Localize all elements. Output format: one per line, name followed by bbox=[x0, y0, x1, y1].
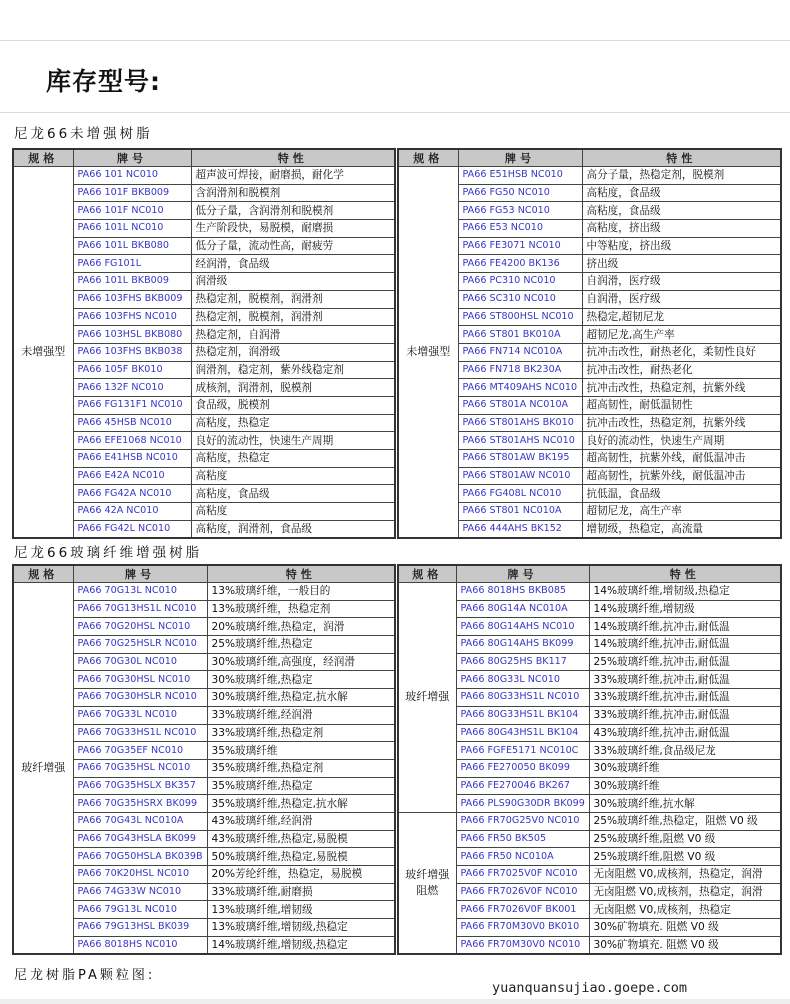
grade-code[interactable]: PA66 70G30HSL NC010 bbox=[73, 671, 207, 689]
glass-fiber-table-left bbox=[12, 564, 396, 955]
grade-feature: 自润滑，医疗级 bbox=[582, 290, 781, 308]
table-row bbox=[398, 653, 781, 671]
header-spec: 规格 bbox=[13, 149, 73, 167]
table-row bbox=[398, 919, 781, 937]
title-divider bbox=[0, 112, 790, 113]
table-header-row bbox=[13, 565, 395, 583]
grade-code[interactable]: PA66 101L BKB009 bbox=[73, 273, 191, 291]
grade-feature: 13%玻璃纤维，一般目的 bbox=[207, 583, 395, 601]
grade-feature: 13%玻璃纤维,增韧级,热稳定 bbox=[207, 919, 395, 937]
grade-feature: 33%玻璃纤维,耐磨损 bbox=[207, 883, 395, 901]
grade-feature: 挤出级 bbox=[582, 255, 781, 273]
glass-fiber-table-right bbox=[397, 564, 782, 955]
grade-feature: 无卤阻燃 V0,成核剂，热稳定，润滑 bbox=[589, 866, 781, 884]
grade-feature: 热稳定,超韧尼龙 bbox=[582, 308, 781, 326]
grade-code[interactable]: PA66 70G25HSLR NC010 bbox=[73, 636, 207, 654]
footer-caption: 尼龙树脂PA颗粒图: bbox=[14, 968, 156, 983]
grade-feature: 高粘度 bbox=[191, 467, 395, 485]
grade-feature: 高粘度，食品级 bbox=[582, 202, 781, 220]
grade-code[interactable]: PA66 ST801A NC010A bbox=[458, 396, 582, 414]
grade-feature: 25%玻璃纤维,阻燃 V0 级 bbox=[589, 830, 781, 848]
header-feature: 特性 bbox=[191, 149, 395, 167]
table-row bbox=[398, 671, 781, 689]
grade-feature: 无卤阻燃 V0,成核剂，热稳定，润滑 bbox=[589, 883, 781, 901]
grade-feature: 50%玻璃纤维,热稳定,易脱模 bbox=[207, 848, 395, 866]
grade-code[interactable]: PA66 80G14AHS BK099 bbox=[456, 636, 589, 654]
grade-feature: 25%玻璃纤维,抗冲击,耐低温 bbox=[589, 653, 781, 671]
table-row bbox=[398, 883, 781, 901]
grade-code[interactable]: PA66 70G13L NC010 bbox=[73, 583, 207, 601]
grade-code[interactable]: PA66 FR70M30V0 BK010 bbox=[456, 919, 589, 937]
grade-feature: 超声波可焊接，耐磨损，耐化学 bbox=[191, 167, 395, 185]
grade-feature: 良好的流动性，快速生产周期 bbox=[191, 432, 395, 450]
header-spec: 规格 bbox=[398, 149, 458, 167]
grade-feature: 30%玻璃纤维 bbox=[589, 777, 781, 795]
grade-code[interactable]: PA66 103FHS BKB038 bbox=[73, 343, 191, 361]
grade-feature: 高粘度 bbox=[191, 503, 395, 521]
grade-feature: 成核剂，润滑剂，脱模剂 bbox=[191, 379, 395, 397]
grade-feature: 增韧级，热稳定，高流量 bbox=[582, 520, 781, 538]
grade-feature: 20%玻璃纤维,热稳定，润滑 bbox=[207, 618, 395, 636]
header-spec: 规格 bbox=[13, 565, 73, 583]
grade-code[interactable]: PA66 ST801AW NC010 bbox=[458, 467, 582, 485]
grade-feature: 生产阶段快，易脱模，耐磨损 bbox=[191, 220, 395, 238]
grade-code[interactable]: PA66 132F NC010 bbox=[73, 379, 191, 397]
grade-code[interactable]: PA66 ST801AHS NC010 bbox=[458, 432, 582, 450]
grade-code[interactable]: PA66 FR7026V0F BK001 bbox=[456, 901, 589, 919]
grade-code[interactable]: PA66 70G35HSRX BK099 bbox=[73, 795, 207, 813]
table-row bbox=[398, 600, 781, 618]
grade-feature: 高粘度，食品级 bbox=[191, 485, 395, 503]
grade-code[interactable]: PA66 79G13HSL BK039 bbox=[73, 919, 207, 937]
grade-feature: 热稳定剂，润滑级 bbox=[191, 343, 395, 361]
grade-code[interactable]: PA66 101L BKB080 bbox=[73, 237, 191, 255]
table-row bbox=[398, 636, 781, 654]
grade-feature: 含润滑剂和脱模剂 bbox=[191, 184, 395, 202]
grade-code[interactable]: PA66 FG101L bbox=[73, 255, 191, 273]
grade-code[interactable]: PA66 ST800HSL NC010 bbox=[458, 308, 582, 326]
grade-feature: 超韧尼龙,高生产率 bbox=[582, 326, 781, 344]
grade-code[interactable]: PA66 70G35EF NC010 bbox=[73, 742, 207, 760]
grade-feature: 抗低温，食品级 bbox=[582, 485, 781, 503]
grade-code[interactable]: PA66 444AHS BK152 bbox=[458, 520, 582, 538]
grade-code[interactable]: PA66 FG408L NC010 bbox=[458, 485, 582, 503]
grade-feature: 热稳定剂，脱模剂，润滑剂 bbox=[191, 308, 395, 326]
unreinforced-table-left bbox=[12, 148, 396, 539]
table-row bbox=[398, 742, 781, 760]
table-row bbox=[398, 901, 781, 919]
table-header-row bbox=[398, 149, 781, 167]
grade-code[interactable]: PA66 101F NC010 bbox=[73, 202, 191, 220]
grade-code[interactable]: PA66 E53 NC010 bbox=[458, 220, 582, 238]
grade-code[interactable]: PA66 E42A NC010 bbox=[73, 467, 191, 485]
grade-code[interactable]: PA66 79G13L NC010 bbox=[73, 901, 207, 919]
grade-feature: 抗冲击改性，热稳定剂，抗紫外线 bbox=[582, 414, 781, 432]
grade-code[interactable]: PA66 FG50 NC010 bbox=[458, 184, 582, 202]
grade-feature: 低分子量，含润滑剂和脱模剂 bbox=[191, 202, 395, 220]
table-row bbox=[398, 777, 781, 795]
grade-code[interactable]: PA66 PC310 NC010 bbox=[458, 273, 582, 291]
grade-feature: 30%玻璃纤维,热稳定 bbox=[207, 671, 395, 689]
section-title-unreinforced: 尼龙66未增强树脂 bbox=[14, 126, 153, 142]
table-row bbox=[13, 167, 395, 185]
grade-code[interactable]: PA66 45HSB NC010 bbox=[73, 414, 191, 432]
table-row bbox=[13, 583, 395, 601]
grade-feature: 33%玻璃纤维,食品级尼龙 bbox=[589, 742, 781, 760]
header-spec: 规格 bbox=[398, 565, 456, 583]
grade-feature: 13%玻璃纤维，热稳定剂 bbox=[207, 600, 395, 618]
grade-code[interactable]: PA66 70G50HSLA BK039B bbox=[73, 848, 207, 866]
spec-cell: 玻纤增强 bbox=[398, 583, 456, 813]
grade-feature: 高粘度，食品级 bbox=[582, 184, 781, 202]
grade-feature: 25%玻璃纤维,热稳定 bbox=[207, 636, 395, 654]
grade-feature: 43%玻璃纤维,经润滑 bbox=[207, 812, 395, 830]
grade-feature: 30%矿物填充. 阻燃 V0 级 bbox=[589, 936, 781, 954]
grade-code[interactable]: PA66 FG53 NC010 bbox=[458, 202, 582, 220]
grade-code[interactable]: PA66 80G14A NC010A bbox=[456, 600, 589, 618]
header-code: 牌号 bbox=[73, 149, 191, 167]
grade-feature: 35%玻璃纤维,热稳定剂 bbox=[207, 759, 395, 777]
header-code: 牌号 bbox=[456, 565, 589, 583]
header-feature: 特性 bbox=[207, 565, 395, 583]
watermark-url: yuanquansujiao.goepe.com bbox=[492, 980, 688, 996]
grade-feature: 30%玻璃纤维 bbox=[589, 759, 781, 777]
grade-feature: 高粘度，热稳定 bbox=[191, 450, 395, 468]
table-row bbox=[398, 706, 781, 724]
grade-feature: 43%玻璃纤维,抗冲击,耐低温 bbox=[589, 724, 781, 742]
grade-code[interactable]: PA66 FE270050 BK099 bbox=[456, 759, 589, 777]
grade-code[interactable]: PA66 FR50 NC010A bbox=[456, 848, 589, 866]
grade-feature: 35%玻璃纤维 bbox=[207, 742, 395, 760]
spec-cell: 玻纤增强 bbox=[13, 583, 73, 955]
grade-code[interactable]: PA66 FN714 NC010A bbox=[458, 343, 582, 361]
header-feature: 特性 bbox=[589, 565, 781, 583]
grade-code[interactable]: PA66 EFE1068 NC010 bbox=[73, 432, 191, 450]
grade-code[interactable]: PA66 8018HS NC010 bbox=[73, 936, 207, 954]
grade-feature: 25%玻璃纤维,热稳定，阻燃 V0 级 bbox=[589, 812, 781, 830]
grade-feature: 抗冲击改性，热稳定剂，抗紫外线 bbox=[582, 379, 781, 397]
spec-cell bbox=[398, 812, 456, 954]
grade-feature: 33%玻璃纤维,抗冲击,耐低温 bbox=[589, 689, 781, 707]
grade-feature: 自润滑，医疗级 bbox=[582, 273, 781, 291]
grade-feature: 33%玻璃纤维,抗冲击,耐低温 bbox=[589, 706, 781, 724]
grade-feature: 14%玻璃纤维,增韧级 bbox=[589, 600, 781, 618]
grade-code[interactable]: PA66 PLS90G30DR BK099 bbox=[456, 795, 589, 813]
grade-code[interactable]: PA66 70G43L NC010A bbox=[73, 812, 207, 830]
table-header-row bbox=[13, 149, 395, 167]
grade-code[interactable]: PA66 42A NC010 bbox=[73, 503, 191, 521]
grade-feature: 14%玻璃纤维,抗冲击,耐低温 bbox=[589, 618, 781, 636]
grade-feature: 无卤阻燃 V0,成核剂，热稳定 bbox=[589, 901, 781, 919]
grade-feature: 30%玻璃纤维,抗水解 bbox=[589, 795, 781, 813]
grade-feature: 超韧尼龙，高生产率 bbox=[582, 503, 781, 521]
grade-code[interactable]: PA66 FE270046 BK267 bbox=[456, 777, 589, 795]
grade-code[interactable]: PA66 FN718 BK230A bbox=[458, 361, 582, 379]
grade-feature: 良好的流动性，快速生产周期 bbox=[582, 432, 781, 450]
grade-feature: 抗冲击改性，耐热老化，柔韧性良好 bbox=[582, 343, 781, 361]
grade-feature: 抗冲击改性，耐热老化 bbox=[582, 361, 781, 379]
grade-code[interactable]: PA66 80G43HS1L BK104 bbox=[456, 724, 589, 742]
grade-feature: 高分子量，热稳定剂，脱模剂 bbox=[582, 167, 781, 185]
spec-cell: 未增强型 bbox=[398, 167, 458, 539]
unreinforced-table-right bbox=[397, 148, 782, 539]
grade-feature: 低分子量，流动性高，耐疲劳 bbox=[191, 237, 395, 255]
grade-code[interactable]: PA66 80G33HS1L BK104 bbox=[456, 706, 589, 724]
grade-code[interactable]: PA66 80G25HS BK117 bbox=[456, 653, 589, 671]
table-row bbox=[398, 618, 781, 636]
spec-cell: 未增强型 bbox=[13, 167, 73, 539]
grade-code[interactable]: PA66 105F BK010 bbox=[73, 361, 191, 379]
grade-code[interactable]: PA66 FR50 BK505 bbox=[456, 830, 589, 848]
grade-code[interactable]: PA66 70G33HS1L NC010 bbox=[73, 724, 207, 742]
grade-code[interactable]: PA66 FG131F1 NC010 bbox=[73, 396, 191, 414]
table-row bbox=[398, 759, 781, 777]
grade-code[interactable]: PA66 70K20HSL NC010 bbox=[73, 866, 207, 884]
grade-code[interactable]: PA66 101 NC010 bbox=[73, 167, 191, 185]
table-row bbox=[398, 936, 781, 954]
header-code: 牌号 bbox=[458, 149, 582, 167]
grade-code[interactable]: PA66 ST801 NC010A bbox=[458, 503, 582, 521]
grade-feature: 14%玻璃纤维,抗冲击,耐低温 bbox=[589, 636, 781, 654]
bottom-divider bbox=[0, 999, 790, 1004]
grade-code[interactable]: PA66 70G43HSLA BK099 bbox=[73, 830, 207, 848]
page-title: 库存型号: bbox=[46, 67, 161, 96]
spec-line: 玻纤增强 bbox=[405, 868, 450, 882]
grade-code[interactable]: PA66 FR7025V0F NC010 bbox=[456, 866, 589, 884]
grade-code[interactable]: PA66 MT409AHS NC010 bbox=[458, 379, 582, 397]
grade-code[interactable]: PA66 FE3071 NC010 bbox=[458, 237, 582, 255]
grade-code[interactable]: PA66 8018HS BKB085 bbox=[456, 583, 589, 601]
grade-code[interactable]: PA66 80G33HS1L NC010 bbox=[456, 689, 589, 707]
grade-feature: 中等粘度，挤出级 bbox=[582, 237, 781, 255]
grade-code[interactable]: PA66 70G30L NC010 bbox=[73, 653, 207, 671]
grade-feature: 43%玻璃纤维,热稳定,易脱模 bbox=[207, 830, 395, 848]
table-row bbox=[398, 866, 781, 884]
grade-code[interactable]: PA66 70G30HSLR NC010 bbox=[73, 689, 207, 707]
grade-code[interactable]: PA66 SC310 NC010 bbox=[458, 290, 582, 308]
grade-feature: 33%玻璃纤维,热稳定剂 bbox=[207, 724, 395, 742]
table-row bbox=[398, 795, 781, 813]
grade-feature: 润滑剂，稳定剂，紫外线稳定剂 bbox=[191, 361, 395, 379]
grade-code[interactable]: PA66 101L NC010 bbox=[73, 220, 191, 238]
grade-feature: 超高韧性，抗紫外线，耐低温冲击 bbox=[582, 450, 781, 468]
grade-code[interactable]: PA66 E41HSB NC010 bbox=[73, 450, 191, 468]
table-row bbox=[398, 812, 781, 830]
grade-feature: 35%玻璃纤维,热稳定 bbox=[207, 777, 395, 795]
grade-code[interactable]: PA66 80G33L NC010 bbox=[456, 671, 589, 689]
grade-feature: 润滑级 bbox=[191, 273, 395, 291]
grade-feature: 热稳定剂，脱模剂，润滑剂 bbox=[191, 290, 395, 308]
table-row bbox=[398, 167, 781, 185]
grade-code[interactable]: PA66 FR70G25V0 NC010 bbox=[456, 812, 589, 830]
grade-feature: 13%玻璃纤维,增韧级 bbox=[207, 901, 395, 919]
table-row bbox=[398, 583, 781, 601]
grade-code[interactable]: PA66 101F BKB009 bbox=[73, 184, 191, 202]
grade-feature: 高粘度，热稳定 bbox=[191, 414, 395, 432]
table-row bbox=[398, 848, 781, 866]
grade-code[interactable]: PA66 E51HSB NC010 bbox=[458, 167, 582, 185]
grade-code[interactable]: PA66 ST801 BK010A bbox=[458, 326, 582, 344]
section-title-glass-fiber: 尼龙66玻璃纤维增强树脂 bbox=[14, 545, 203, 561]
grade-code[interactable]: PA66 74G33W NC010 bbox=[73, 883, 207, 901]
grade-feature: 30%玻璃纤维,高强度，经润滑 bbox=[207, 653, 395, 671]
spec-line: 阻燃 bbox=[416, 884, 439, 898]
grade-code[interactable]: PA66 103HSL BKB080 bbox=[73, 326, 191, 344]
header-code: 牌号 bbox=[73, 565, 207, 583]
grade-code[interactable]: PA66 103FHS BKB009 bbox=[73, 290, 191, 308]
grade-code[interactable]: PA66 70G35HSLX BK357 bbox=[73, 777, 207, 795]
grade-code[interactable]: PA66 103FHS NC010 bbox=[73, 308, 191, 326]
grade-feature: 经润滑，食品级 bbox=[191, 255, 395, 273]
grade-feature: 高粘度，挤出级 bbox=[582, 220, 781, 238]
table-row bbox=[398, 830, 781, 848]
grade-code[interactable]: PA66 70G13HS1L NC010 bbox=[73, 600, 207, 618]
grade-feature: 食品级，脱模剂 bbox=[191, 396, 395, 414]
grade-code[interactable]: PA66 ST801AW BK195 bbox=[458, 450, 582, 468]
grade-feature: 热稳定剂，自润滑 bbox=[191, 326, 395, 344]
top-divider bbox=[0, 40, 790, 41]
table-row bbox=[398, 724, 781, 742]
grade-feature: 30%玻璃纤维,热稳定,抗水解 bbox=[207, 689, 395, 707]
grade-feature: 30%矿物填充. 阻燃 V0 级 bbox=[589, 919, 781, 937]
grade-feature: 超高韧性，抗紫外线，耐低温冲击 bbox=[582, 467, 781, 485]
grade-feature: 35%玻璃纤维,热稳定,抗水解 bbox=[207, 795, 395, 813]
header-feature: 特性 bbox=[582, 149, 781, 167]
grade-code[interactable]: PA66 70G35HSL NC010 bbox=[73, 759, 207, 777]
grade-code[interactable]: PA66 FGFE5171 NC010C bbox=[456, 742, 589, 760]
grade-feature: 14%玻璃纤维,增韧级,热稳定 bbox=[207, 936, 395, 954]
grade-feature: 14%玻璃纤维,增韧级,热稳定 bbox=[589, 583, 781, 601]
grade-feature: 超高韧性，耐低温韧性 bbox=[582, 396, 781, 414]
table-row bbox=[398, 689, 781, 707]
grade-feature: 33%玻璃纤维,经润滑 bbox=[207, 706, 395, 724]
grade-code[interactable]: PA66 FR70M30V0 NC010 bbox=[456, 936, 589, 954]
grade-feature: 33%玻璃纤维,抗冲击,耐低温 bbox=[589, 671, 781, 689]
grade-feature: 25%玻璃纤维,阻燃 V0 级 bbox=[589, 848, 781, 866]
grade-feature: 20%芳纶纤维，热稳定，易脱模 bbox=[207, 866, 395, 884]
grade-code[interactable]: PA66 ST801AHS BK010 bbox=[458, 414, 582, 432]
grade-code[interactable]: PA66 FR7026V0F NC010 bbox=[456, 883, 589, 901]
table-header-row bbox=[398, 565, 781, 583]
grade-feature: 高粘度，润滑剂，食品级 bbox=[191, 520, 395, 538]
grade-code[interactable]: PA66 FG42A NC010 bbox=[73, 485, 191, 503]
grade-code[interactable]: PA66 70G20HSL NC010 bbox=[73, 618, 207, 636]
grade-code[interactable]: PA66 70G33L NC010 bbox=[73, 706, 207, 724]
grade-code[interactable]: PA66 FE4200 BK136 bbox=[458, 255, 582, 273]
grade-code[interactable]: PA66 FG42L NC010 bbox=[73, 520, 191, 538]
grade-code[interactable]: PA66 80G14AHS NC010 bbox=[456, 618, 589, 636]
